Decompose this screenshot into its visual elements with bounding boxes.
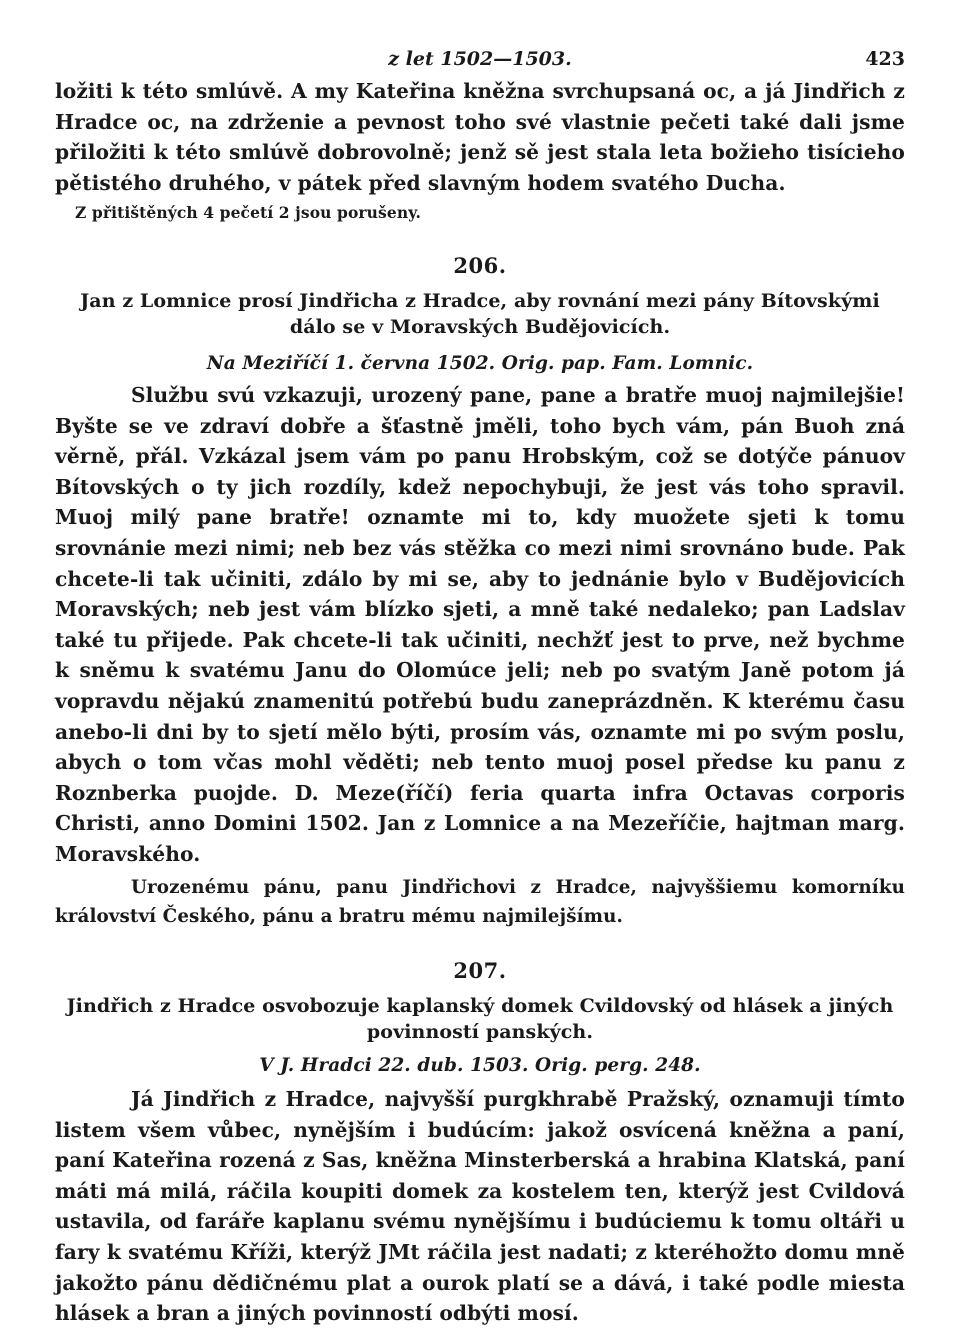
book-page [55, 40, 905, 1329]
document-summary: Jindřich z Hradce osvobozuje kaplanský domek Cvildovský od hlásek a jiných povinností panských. [66, 995, 894, 1044]
running-title: z let 1502—1503. [388, 48, 572, 70]
seal-note: Z přitištěných 4 pečetí 2 jsou porušeny. [75, 203, 422, 223]
letter-address: Urozenému pánu, panu Jindřichovi z Hradce, najvyššiemu komorníku království Českého, pánu a bratru mému najmilejšímu. [55, 877, 905, 928]
document-source: Na Meziříčí 1. června 1502. Orig. pap. Fam. Lomnic. [206, 352, 754, 374]
running-header [55, 40, 905, 76]
document-number: 206. [453, 253, 507, 279]
document-summary: Jan z Lomnice prosí Jindřicha z Hradce, aby rovnání mezi pány Bítovskými dálo se v Moravských Budějovicích. [80, 289, 880, 338]
document-source: V J. Hradci 22. dub. 1503. Orig. perg. 248. [259, 1055, 701, 1077]
continued-paragraph: ložiti k této smlúvě. A my Kateřina kněžna svrchupsaná oc, a já Jindřich z Hradce oc, na zdrženie a pevnost toho své vlastnie pečeti také dali jsme přiložiti k této smlúvě dobrovolně; jenž sě jest stala leta božieho tisícieho pětistého druhého, v pátek před slavným hodem svatého Ducha. [55, 79, 905, 195]
document-207 [55, 956, 905, 1328]
document-206 [55, 251, 905, 931]
letter-text: Službu svú vzkazuji, urozený pane, pane a bratře muoj najmilejšie! Byšte se ve zdraví dobře a šťastně jměli, toho bych vám, pán Buoh zná věrně, přál. Vzkázal jsem vám po panu Hrobským, což se dotýče pánuov Bítovských o ty jich rozdíly, kdež nepochybuji, že jest vás toho spravil. Muoj milý pane bratře! oznamte mi to, kdy muožete sjeti k tomu srovnánie mezi nimi; neb bez vás stěžka co mezi nimi srovnáno bude. Pak chcete-li tak učiniti, zdálo by mi se, aby to jednánie bylo v Budějovicích Moravských; neb jest vám blízko sjeti, a mně také nedaleko; pan Ladslav také tu přijede. Pak chcete-li tak učiniti, nechžť jest to prve, než bychme k sněmu k svatému Janu do Olomúce jeli; neb po svatým Janě potom já vopravdu nějakú znamenitú potřebú budu zaneprázdněn. K kterému času anebo-li dni by to sjetí mělo býti, prosím vás, oznamte mi po svým poslu, abych o tom včas mohl věděti; neb tento muoj posel předse ku panu z Roznberka puojde. D. Meze(říčí) feria quarta infra Octavas corporis Christi, anno Domini 1502. Jan z Lomnice a na Mezeříčie, hajtman marg. Moravského. [55, 382, 905, 866]
page-number: 423 [865, 48, 905, 70]
charter-text: Já Jindřich z Hradce, najvyšší purgkhrabě Pražský, oznamuji tímto listem všem vůbec, nynějším i budúcím: jakož osvícená kněžna a paní, paní Kateřina rozená z Sas, kněžna Minsterberská a hrabina Klatská, paní máti má milá, ráčila koupiti domek za kostelem ten, kterýž jest Cvildová ustavila, od faráře kaplanu svému nynějšímu i budúciemu k tomu oltáři u fary k svatému Kříži, kterýž JMt ráčila jest nadati; z kteréhožto domu mně jakožto pánu dědičnému plat a ourok platí se a dává, i také podle miesta hlásek a bran a jiných povinností odbýti mosí. [55, 1087, 905, 1326]
document-number: 207. [453, 958, 507, 984]
